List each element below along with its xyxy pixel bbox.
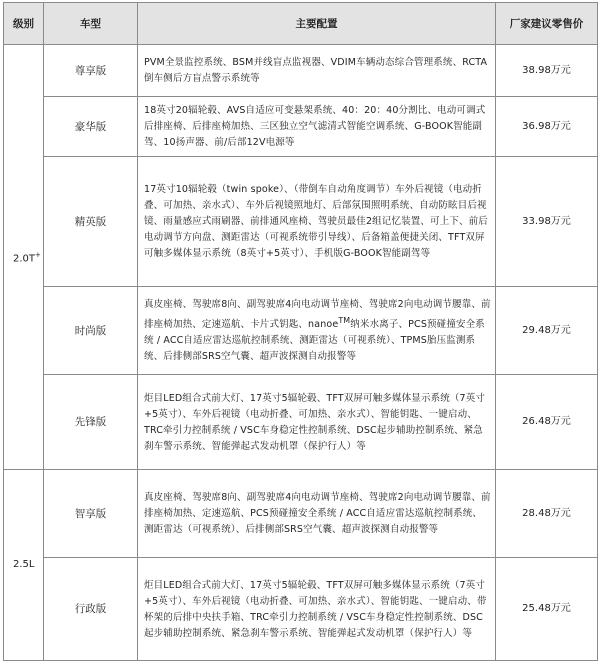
table-row [4, 97, 598, 157]
header-row [4, 3, 598, 45]
model-cell: 豪华版 [44, 97, 138, 157]
table-row [4, 375, 598, 470]
table-row [4, 45, 598, 97]
price-cell: 26.48万元 [496, 375, 598, 470]
model-cell: 先锋版 [44, 375, 138, 470]
table-row [4, 157, 598, 287]
level-superscript: + [35, 250, 41, 259]
model-cell: 尊享版 [44, 45, 138, 97]
model-cell: 时尚版 [44, 287, 138, 375]
price-cell: 36.98万元 [496, 97, 598, 157]
level-cell-2-0t [4, 45, 44, 470]
model-cell: 行政版 [44, 558, 138, 661]
config-cell: PVM全景监控系统、BSM并线盲点监视器、VDIM车辆动态综合管理系统、RCTA倒车侧后方盲点警示系统等 [138, 45, 496, 97]
config-text-part: 纳米水离子、PCS预碰撞安全系统 / ACC自适应雷达巡航控制系统、测距雷达（可视系统）、TPMS胎压监测系统、后排侧部SRS空气囊、超声波探测自动报警等 [144, 319, 485, 363]
price-cell: 29.48万元 [496, 287, 598, 375]
level-label: 2.0T [13, 253, 36, 265]
price-config-table-container [3, 2, 597, 660]
table-row [4, 558, 598, 661]
table-row [4, 287, 598, 375]
price-config-table [3, 2, 598, 661]
config-cell: 真皮座椅、驾驶席8向、副驾驶席4向电动调节座椅、驾驶席2向电动调节腰靠、前排座椅加热、定速巡航、PCS预碰撞安全系统 / ACC自适应雷达巡航控制系统、测距雷达（可视系统）、后排侧部SRS空气囊、超声波探测自动报警等 [138, 470, 496, 558]
header-config: 主要配置 [138, 3, 496, 45]
header-level: 级别 [4, 3, 44, 45]
level-label: 2.5L [13, 559, 35, 570]
table-row [4, 470, 598, 558]
price-cell: 25.48万元 [496, 558, 598, 661]
config-cell: 17英寸10辐轮毂（twin spoke）、（带倒车自动角度调节）车外后视镜（电动折叠、可加热、亲水式）、车外后视镜照地灯、后部氛围照明系统、自动防眩目后视镜、雨量感应式雨刷器、前排通风座椅、驾驶员最佳2组记忆装置、可上下、前后电动调节方向盘、测距雷达（可视系统带引导线）、后备箱盖便捷关闭、TFT双屏可触多媒体显示系统（8英寸+5英寸）、手机版G-BOOK智能副驾等 [138, 157, 496, 287]
price-cell: 33.98万元 [496, 157, 598, 287]
config-text-part: 真皮座椅、驾驶席8向、副驾驶席4向电动调节座椅、驾驶席2向电动调节腰靠、前排座椅加热、定速巡航、卡片式钥匙、nanoe [144, 298, 491, 331]
level-cell-2-5l [4, 470, 44, 661]
model-cell: 精英版 [44, 157, 138, 287]
config-cell: 炬目LED组合式前大灯、17英寸5辐轮毂、TFT双屏可触多媒体显示系统（7英寸+5英寸）、车外后视镜（电动折叠、可加热、亲水式）、智能钥匙、一键启动、带杯架的后排中央扶手箱、TRC牵引力控制系统 / VSC车身稳定性控制系统、DSC起步辅助控制系统、紧急刹车警示系统、智能弹起式发动机罩（保护行人）等 [138, 558, 496, 661]
config-cell: 18英寸20辐轮毂、AVS自适应可变悬架系统、40：20：40分割比、电动可调式后排座椅、后排座椅加热、三区独立空气滤清式智能空调系统、G-BOOK智能副驾、10扬声器、前/后部12V电源等 [138, 97, 496, 157]
config-cell [138, 287, 496, 375]
price-cell: 28.48万元 [496, 470, 598, 558]
model-cell: 智享版 [44, 470, 138, 558]
config-cell: 炬目LED组合式前大灯、17英寸5辐轮毂、TFT双屏可触多媒体显示系统（7英寸+5英寸）、车外后视镜（电动折叠、可加热、亲水式）、智能钥匙、一键启动、TRC牵引力控制系统 / VSC车身稳定性控制系统、DSC起步辅助控制系统、紧急刹车警示系统、智能弹起式发动机罩（保护行人）等 [138, 375, 496, 470]
header-price: 厂家建议零售价 [496, 3, 598, 45]
header-model: 车型 [44, 3, 138, 45]
trademark-superscript: TM [338, 315, 351, 325]
price-cell: 38.98万元 [496, 45, 598, 97]
